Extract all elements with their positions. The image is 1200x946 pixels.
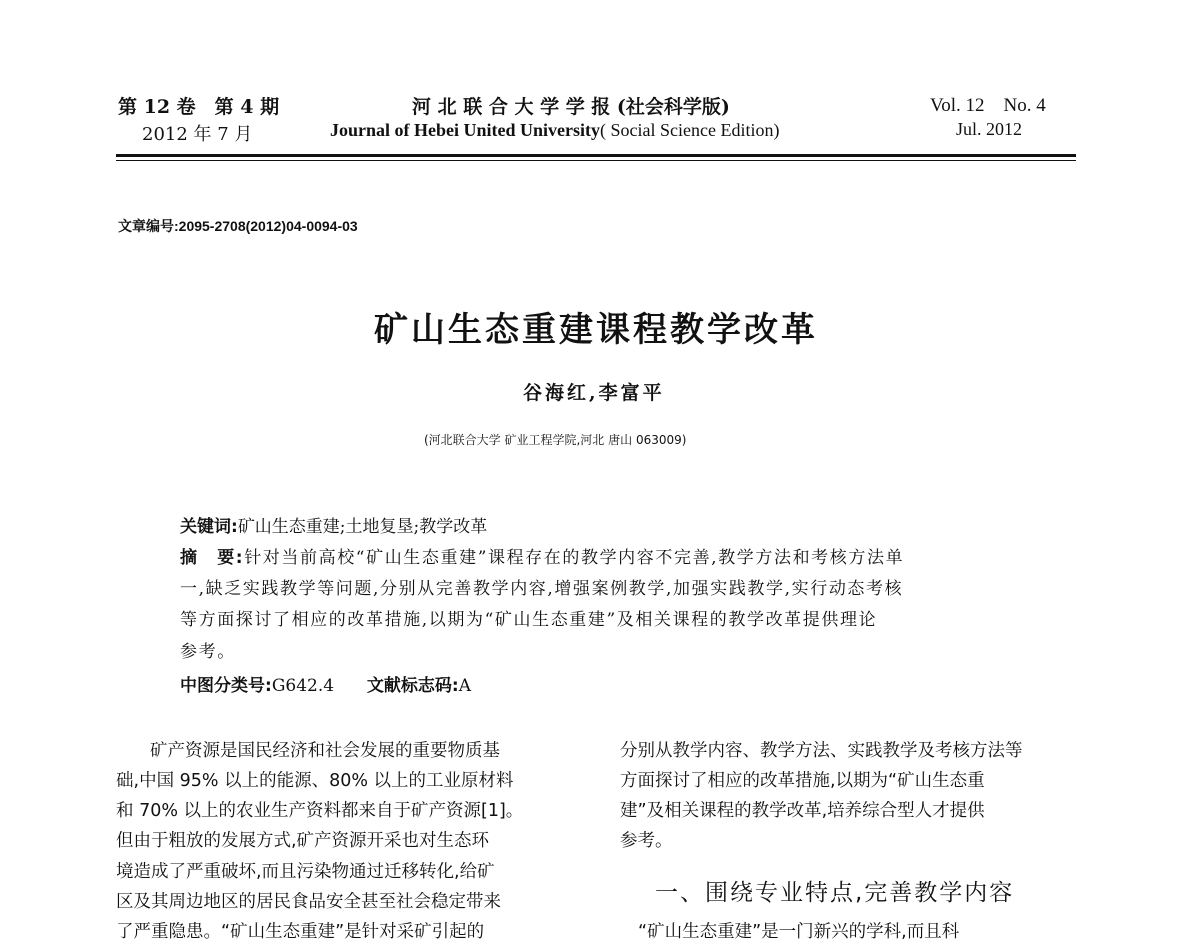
abstract-line xyxy=(180,543,904,568)
clc-value: G642.4 xyxy=(271,676,335,696)
classification xyxy=(180,671,471,696)
body-line-left: 础,中国 95% 以上的能源、80% 以上的工业原材料 xyxy=(116,771,514,791)
body-line-right: 参考。 xyxy=(620,831,673,851)
date-en: Jul. 2012 xyxy=(956,119,1023,139)
body-line-left: 和 70% 以上的农业生产资料都来自于矿产资源[1]。 xyxy=(116,801,524,821)
abstract-line: 参考。 xyxy=(180,642,236,662)
body-line-left: 矿产资源是国民经济和社会发展的重要物质基 xyxy=(150,741,500,761)
body-line-right: 分别从教学内容、教学方法、实践教学及考核方法等 xyxy=(620,741,1023,761)
doc-code-value: A xyxy=(458,676,471,696)
journal-title-en-edition: ( Social Science Edition) xyxy=(600,120,780,140)
journal-title-en-main: Journal of Hebei United University xyxy=(330,120,600,140)
authors: 谷海红,李富平 xyxy=(523,382,665,404)
affiliation: (河北联合大学 矿业工程学院,河北 唐山 063009) xyxy=(424,433,687,447)
clc-label: 中图分类号: xyxy=(180,676,272,696)
body-line-left: 了严重隐患。“矿山生态重建”是针对采矿引起的 xyxy=(116,922,485,942)
keywords xyxy=(180,512,487,537)
header-rule-thin xyxy=(116,160,1076,161)
abstract-label: 摘 要: xyxy=(180,548,245,568)
section-heading: 一、围绕专业特点,完善教学内容 xyxy=(655,880,1015,906)
body-line-left: 区及其周边地区的居民食品安全甚至社会稳定带来 xyxy=(116,892,501,912)
header-rule-thick xyxy=(116,154,1076,157)
body-line-left: 但由于粗放的发展方式,矿产资源开采也对生态环 xyxy=(116,831,490,851)
journal-title-en xyxy=(330,120,779,141)
date-cn: 2012 年 7 月 xyxy=(142,124,253,145)
body-line-right: 方面探讨了相应的改革措施,以期为“矿山生态重 xyxy=(620,771,985,791)
journal-title-cn: 河 北 联 合 大 学 学 报 (社会科学版) xyxy=(412,96,730,118)
article-number: 文章编号:2095-2708(2012)04-0094-03 xyxy=(118,218,358,234)
volume-issue-cn: 第 12 卷 第 4 期 xyxy=(118,96,280,118)
keywords-label: 关键词: xyxy=(180,517,238,537)
keywords-text: 矿山生态重建;土地复垦;教学改革 xyxy=(237,517,488,537)
article-title: 矿山生态重建课程教学改革 xyxy=(374,310,818,350)
abstract-line: 等方面探讨了相应的改革措施,以期为“矿山生态重建”及相关课程的教学改革提供理论 xyxy=(180,610,878,630)
body-line-right: “矿山生态重建”是一门新兴的学科,而且科 xyxy=(638,922,960,942)
volume-issue-en: Vol. 12 No. 4 xyxy=(930,95,1046,116)
abstract-line: 一,缺乏实践教学等问题,分别从完善教学内容,增强案例教学,加强实践教学,实行动态考核 xyxy=(180,579,904,599)
doc-code-label: 文献标志码: xyxy=(366,676,459,696)
body-line-right: 建”及相关课程的教学改革,培养综合型人才提供 xyxy=(620,801,985,821)
abstract-line-text: 针对当前高校“矿山生态重建”课程存在的教学内容不完善,教学方法和考核方法单 xyxy=(244,548,905,568)
body-line-left: 境造成了严重破坏,而且污染物通过迁移转化,给矿 xyxy=(116,862,495,882)
